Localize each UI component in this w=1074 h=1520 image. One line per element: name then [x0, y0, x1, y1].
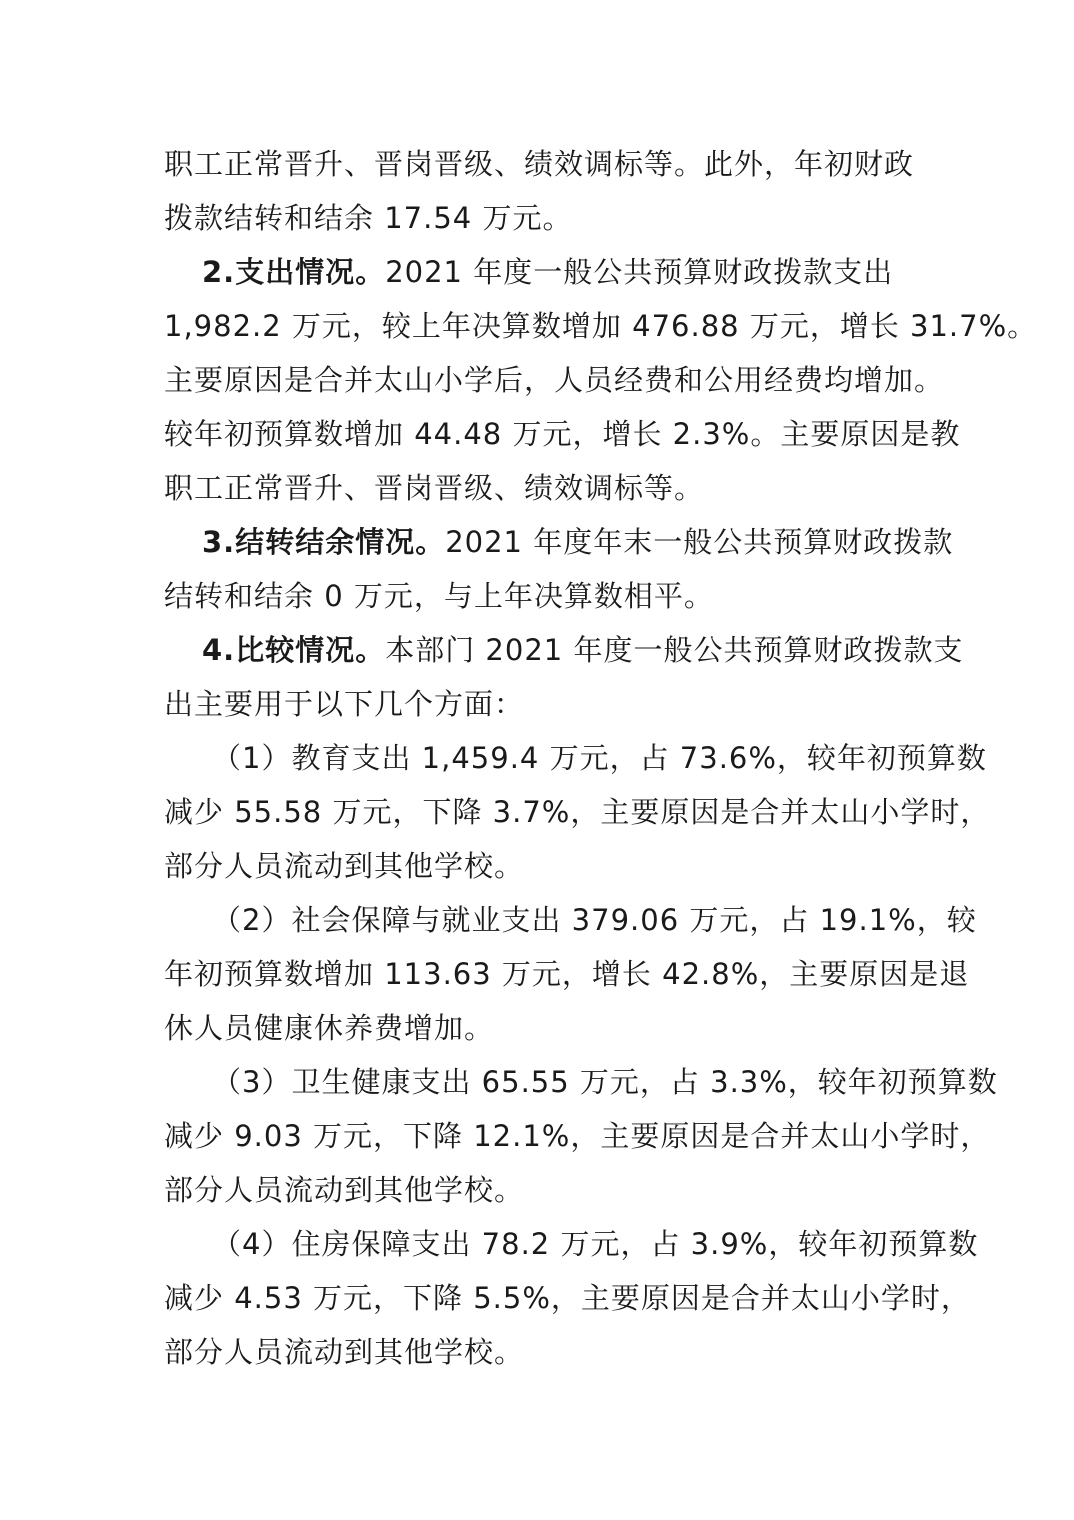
section-heading: 2.支出情况。	[202, 255, 386, 289]
text-line: 部分人员流动到其他学校。	[164, 1173, 525, 1207]
text-line: 出主要用于以下几个方面：	[164, 687, 525, 721]
section-text: 2021 年度年末一般公共预算财政拨款	[445, 525, 954, 559]
text-line: 1,982.2 万元，较上年决算数增加 476.88 万元，增长 31.7%。	[164, 309, 1038, 343]
section-heading: 3.结转结余情况。	[202, 525, 446, 559]
list-item-4: （4）住房保障支出 78.2 万元，占 3.9%，较年初预算数	[212, 1227, 979, 1261]
section-4-line	[202, 630, 963, 670]
section-text: 2021 年度一般公共预算财政拨款支出	[385, 255, 894, 289]
text-line: 休人员健康休养费增加。	[164, 1011, 495, 1045]
text-line: 部分人员流动到其他学校。	[164, 1335, 525, 1369]
text-line: 主要原因是合并太山小学后，人员经费和公用经费均增加。	[164, 363, 945, 397]
section-text: 本部门 2021 年度一般公共预算财政拨款支	[385, 633, 964, 667]
list-item-3: （3）卫生健康支出 65.55 万元，占 3.3%，较年初预算数	[212, 1065, 998, 1099]
list-item-1: （1）教育支出 1,459.4 万元，占 73.6%，较年初预算数	[212, 741, 987, 775]
text-line: 结转和结余 0 万元，与上年决算数相平。	[164, 579, 714, 613]
text-line: 减少 9.03 万元，下降 12.1%，主要原因是合并太山小学时，	[164, 1119, 991, 1153]
text-line: 减少 55.58 万元，下降 3.7%，主要原因是合并太山小学时，	[164, 795, 991, 829]
text-line: 减少 4.53 万元，下降 5.5%，主要原因是合并太山小学时，	[164, 1281, 971, 1315]
list-item-2: （2）社会保障与就业支出 379.06 万元，占 19.1%，较	[212, 903, 977, 937]
section-3-line	[202, 522, 953, 562]
text-line: 年初预算数增加 113.63 万元，增长 42.8%，主要原因是退	[164, 957, 970, 991]
section-heading: 4.比较情况。	[202, 633, 386, 667]
text-line: 职工正常晋升、晋岗晋级、绩效调标等。此外，年初财政	[164, 147, 915, 181]
text-line: 职工正常晋升、晋岗晋级、绩效调标等。	[164, 471, 705, 505]
section-2-line	[202, 252, 893, 292]
text-line: 拨款结转和结余 17.54 万元。	[164, 201, 573, 235]
text-line: 较年初预算数增加 44.48 万元，增长 2.3%。主要原因是教	[164, 417, 961, 451]
text-line: 部分人员流动到其他学校。	[164, 849, 525, 883]
